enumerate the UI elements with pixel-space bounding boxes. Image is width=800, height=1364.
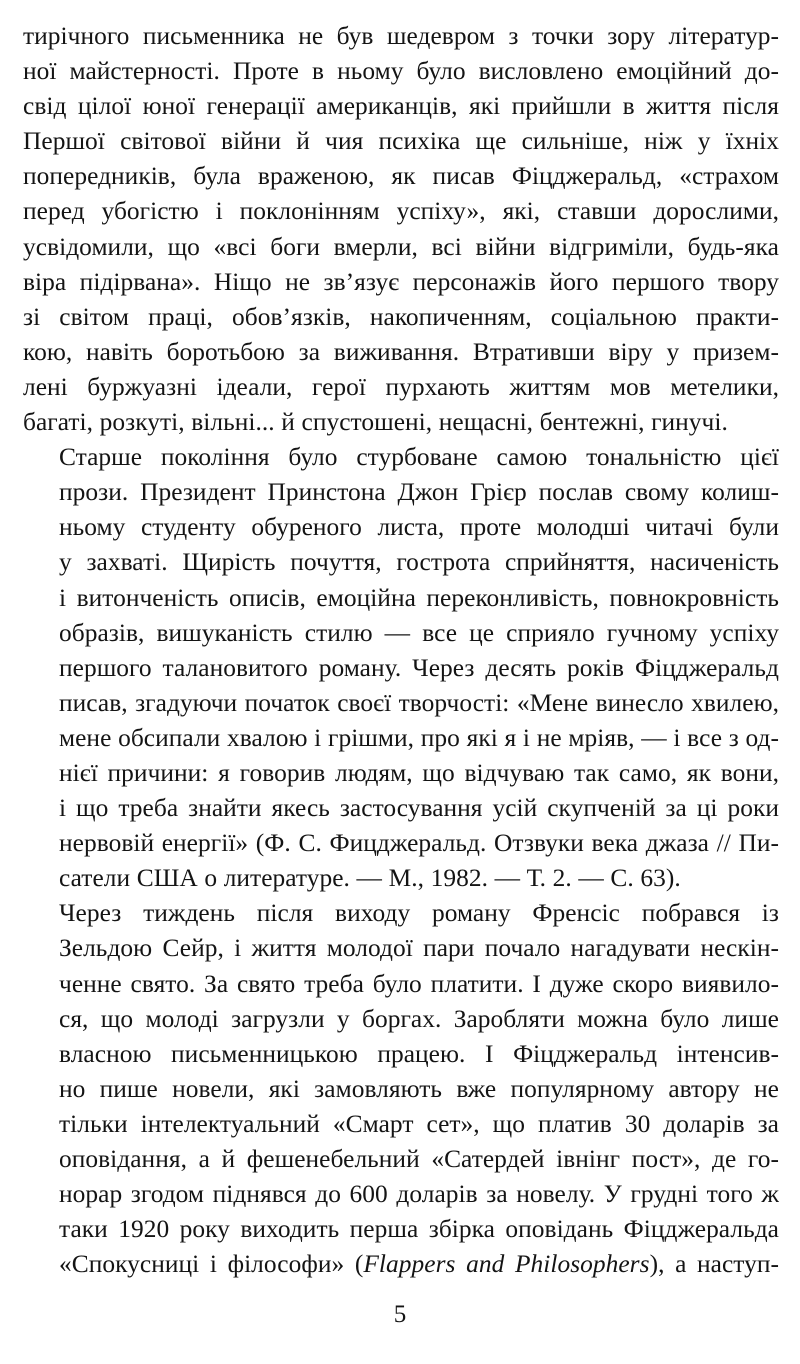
text-line: свід цілої юної генерації американців, які прийшли в життя після	[23, 92, 779, 121]
text-line: таки 1920 року виходить перша збірка оповідань Фіцджеральда	[59, 1215, 779, 1244]
text-line: ченне свято. За свято треба було платити. І дуже скоро виявило-	[59, 969, 779, 998]
book-title-italic: Flappers and Philosophers	[363, 1250, 650, 1279]
text-line: перед убогістю і поклонінням успіху», які, ставши дорослими,	[23, 197, 779, 226]
text-line: ньому студенту обуреного листа, проте молодші читачі були	[59, 513, 779, 542]
text-line: сатели США о литературе. — М., 1982. — Т. 2. — С. 63).	[59, 864, 681, 893]
text-line: писав, згадуючи початок своєї творчості: «Мене винесло хвилею,	[59, 688, 779, 717]
text-line: кою, навіть боротьбою за виживання. Втративши віру у призем-	[23, 337, 779, 366]
text-line: ся, що молоді загрузли у боргах. Заробляти можна було лише	[59, 1004, 779, 1033]
text-line: нервовій енергії» (Ф. С. Фицджеральд. Отзвуки века джаза // Пи-	[59, 829, 779, 858]
text-line-with-italic-title	[23, 1247, 779, 1282]
paragraph-2	[23, 440, 779, 896]
line-text-after-title: ), а наступ-	[649, 1250, 780, 1279]
text-line: ної майстерності. Проте в ньому було висловлено емоційний до-	[23, 57, 779, 86]
text-line: мене обсипали хвалою і грішми, про які я і не мріяв, — і все з од-	[59, 723, 779, 752]
page-body-text	[23, 19, 779, 1282]
text-line: віра підірвана». Ніщо не зв’язує персонажів його першого твору	[23, 267, 779, 296]
text-line: зі світом праці, обов’язків, накопиченням, соціальною практи-	[23, 302, 779, 331]
text-line: образів, вишуканість стилю — все це сприяло гучному успіху	[59, 618, 779, 647]
text-line: багаті, розкуті, вільні... й спустошені, нещасні, бентежні, гинучі.	[23, 408, 728, 437]
text-line: і що треба знайти якесь застосування усій скупченій за ці роки	[59, 794, 779, 823]
text-line: першого талановитого роману. Через десять років Фіцджеральд	[59, 653, 779, 682]
text-line: Через тиждень після виходу роману Френсіс побрався із	[59, 899, 779, 928]
text-line: тирічного письменника не був шедевром з точки зору літератур-	[23, 22, 779, 50]
text-line: оповідання, а й фешенебельний «Сатердей івнінг пост», де го-	[59, 1145, 779, 1173]
text-line: лені буржуазні ідеали, герої пурхають життям мов метелики,	[23, 372, 779, 401]
text-line: власною письменницькою працею. І Фіцджеральд інтенсив-	[59, 1039, 779, 1068]
paragraph-3	[23, 896, 779, 1282]
paragraph-1	[23, 19, 779, 440]
text-line: Першої світової війни й чия психіка ще сильніше, ніж у їхніх	[23, 127, 779, 156]
text-line: нієї причини: я говорив людям, що відчуваю так само, як вони,	[59, 758, 779, 787]
text-line: Старше покоління було стурбоване самою тональністю цієї	[59, 443, 779, 472]
text-line: усвідомили, що «всі боги вмерли, всі війни відгриміли, будь-яка	[23, 232, 779, 261]
text-line: Зельдою Сейр, і життя молодої пари почало нагадувати нескін-	[59, 934, 779, 963]
text-line: но пише новели, які замовляють вже популярному автору не	[59, 1074, 779, 1103]
text-line: норар згодом піднявся до 600 доларів за новелу. У грудні того ж	[59, 1180, 779, 1209]
text-line: і витонченість описів, емоційна переконливість, повнокровність	[59, 583, 779, 612]
text-line: прози. Президент Принстона Джон Грієр послав свому колиш-	[59, 478, 779, 507]
page-number: 5	[393, 1301, 407, 1328]
text-line: попередників, була враженою, як писав Фіцджеральд, «страхом	[23, 162, 779, 191]
text-line: у захваті. Щирість почуття, гострота сприйняття, насиченість	[59, 548, 779, 577]
line-text-before-title: «Спокусниці і філософи» (	[59, 1250, 364, 1279]
text-line: тільки інтелектуальний «Смарт сет», що платив 30 доларів за	[59, 1109, 779, 1138]
